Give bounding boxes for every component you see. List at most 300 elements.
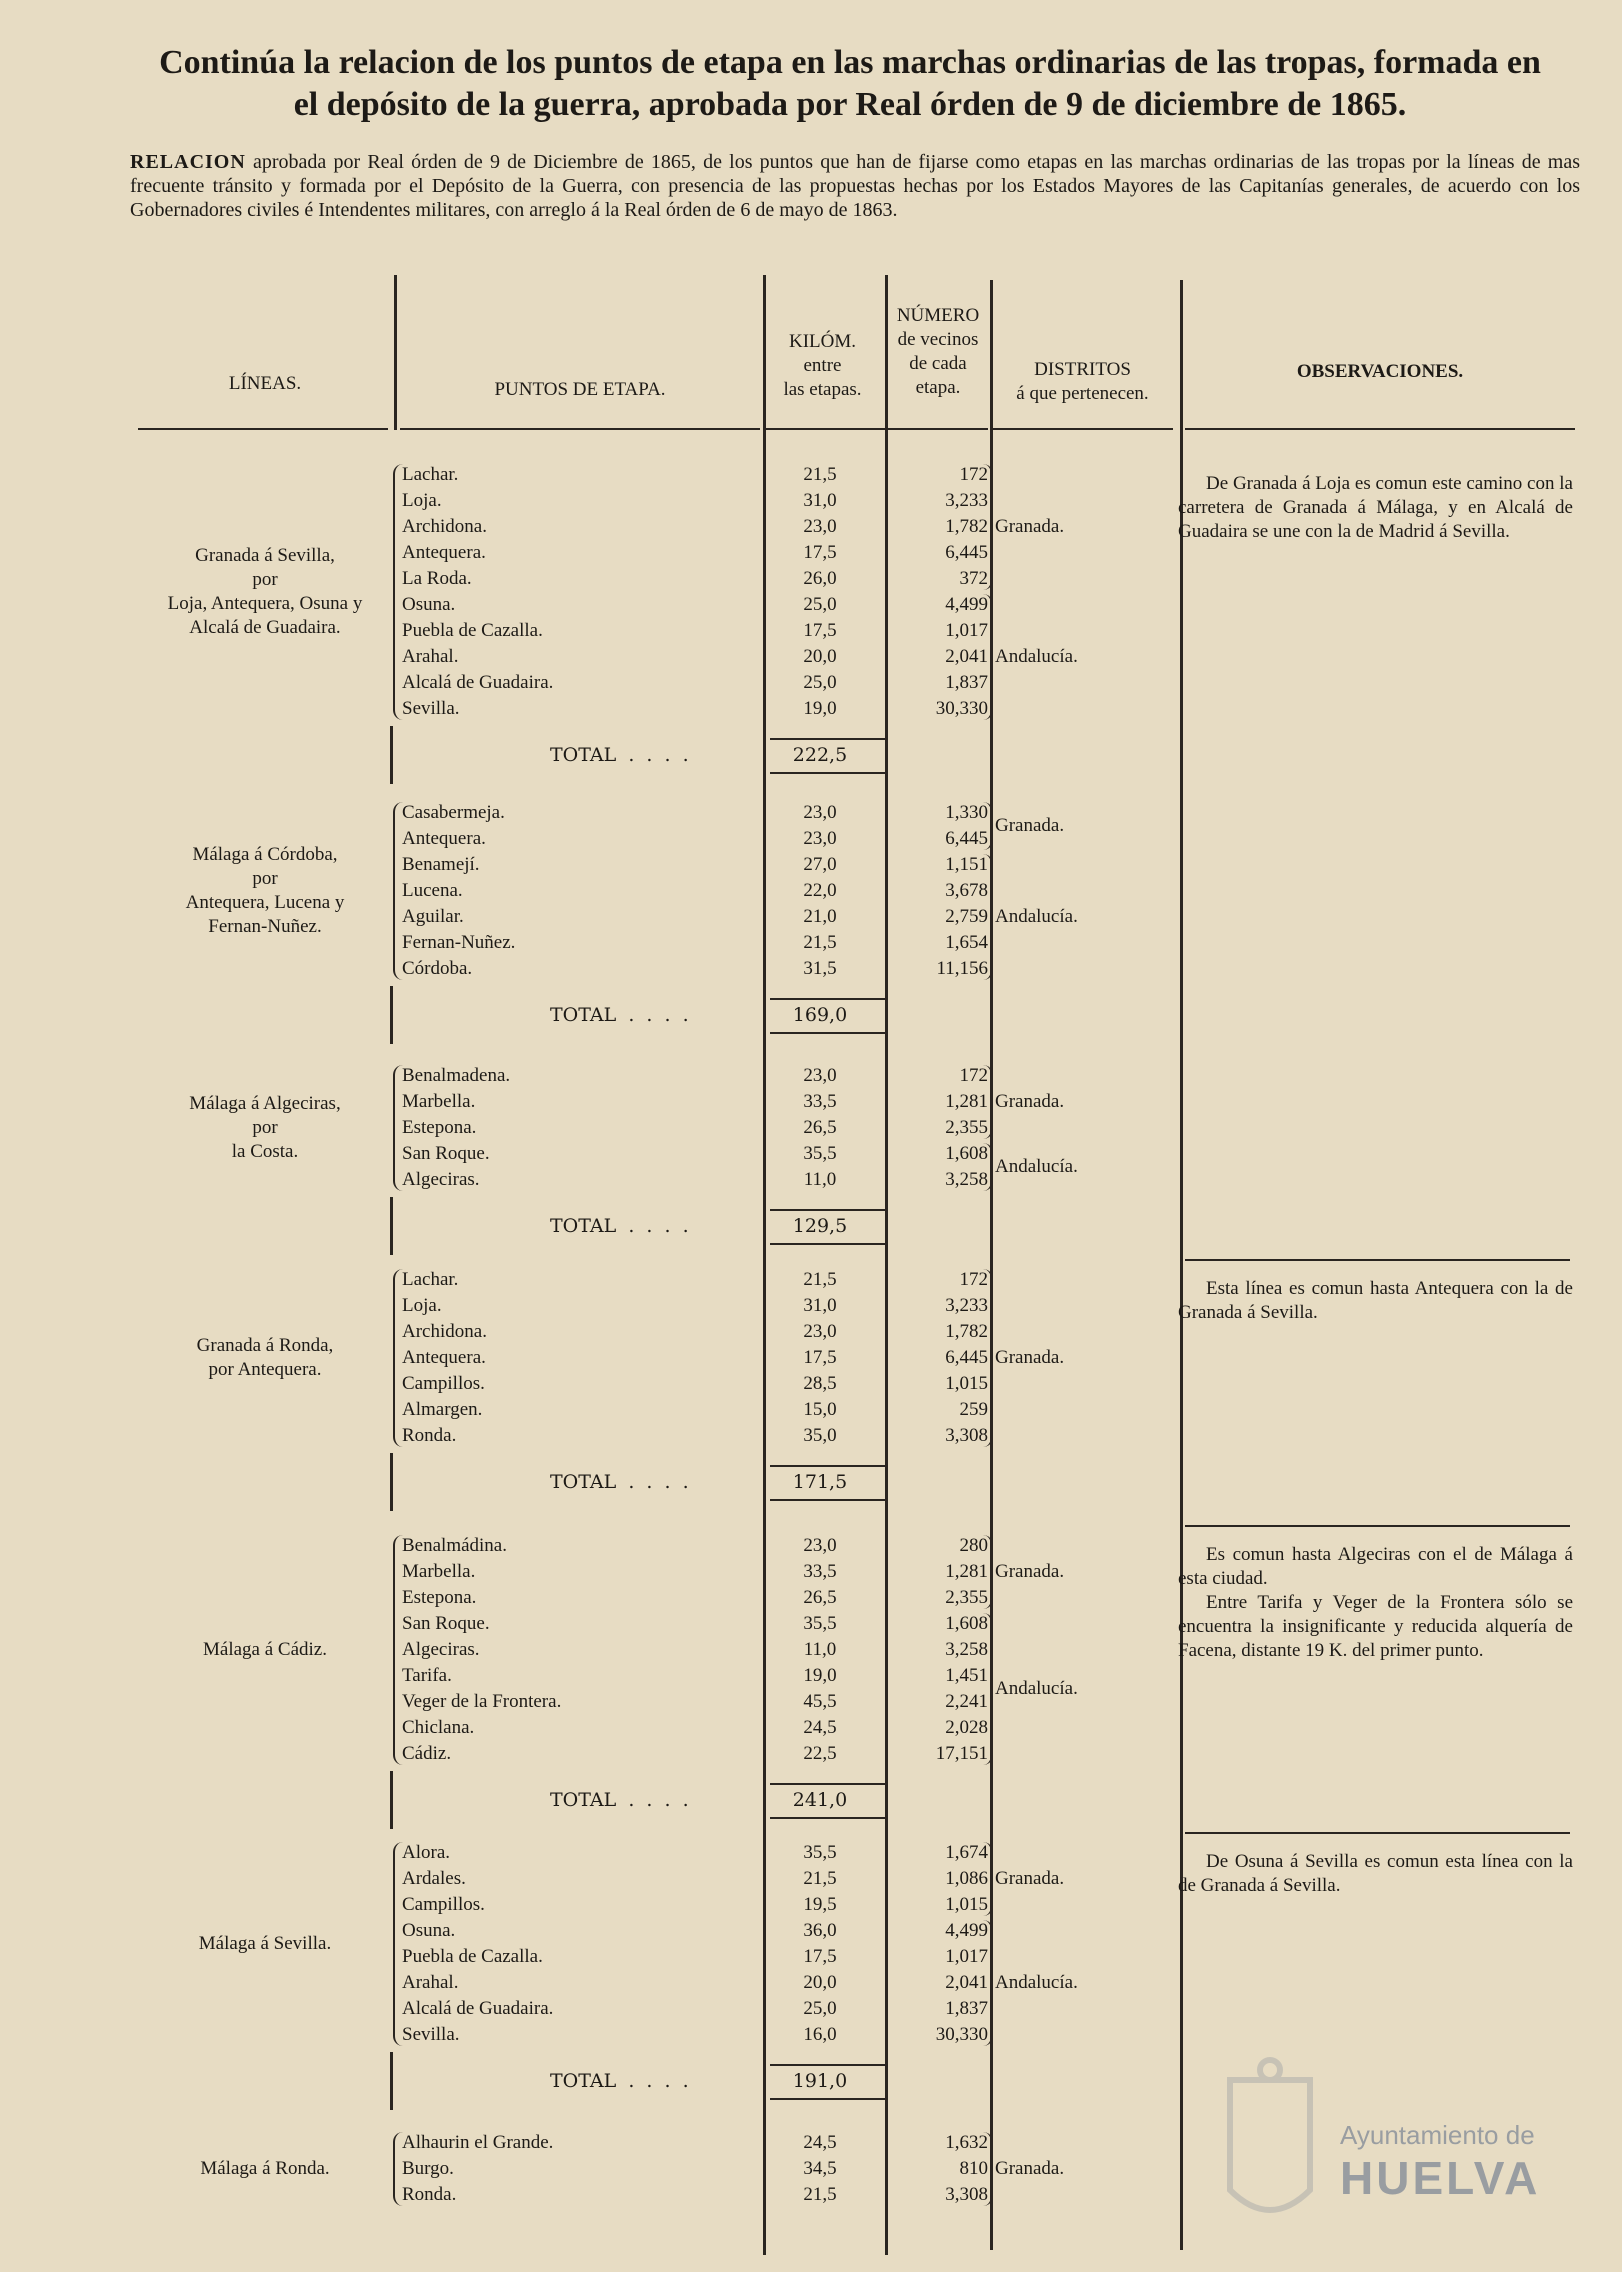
table-row xyxy=(0,1715,1000,1741)
leader-dots: . . . . xyxy=(616,744,689,766)
etapa-name: Antequera. xyxy=(402,828,486,849)
table-row xyxy=(0,1397,1000,1423)
district-label: Granada. xyxy=(995,1868,1065,1889)
linea-line: Antequera, Lucena y xyxy=(185,892,345,913)
etapa-km: 25,0 xyxy=(803,594,837,615)
district-brace xyxy=(983,1842,993,1916)
total-label xyxy=(550,1002,770,1028)
header-rule-3 xyxy=(765,428,885,430)
etapa-name: Aguilar. xyxy=(402,906,464,927)
etapa-name: Burgo. xyxy=(402,2158,454,2179)
total-value: 222,5 xyxy=(792,744,848,766)
header-km-3: las etapas. xyxy=(783,379,862,400)
table-row xyxy=(0,566,1000,592)
etapa-name: Ronda. xyxy=(402,2184,457,2205)
district-brace xyxy=(983,1920,993,2046)
etapa-km: 23,0 xyxy=(803,802,837,823)
etapa-name: Estepona. xyxy=(402,1587,477,1608)
table-row xyxy=(0,670,1000,696)
header-puntos: PUNTOS DE ETAPA. xyxy=(494,379,666,400)
header-distritos xyxy=(990,358,1175,406)
etapa-vecinos: 1,654 xyxy=(945,932,988,953)
table-row xyxy=(0,1840,1000,1866)
district-brace xyxy=(983,1143,993,1191)
etapa-km: 31,5 xyxy=(803,958,837,979)
total-value: 241,0 xyxy=(792,1789,848,1811)
etapa-km: 23,0 xyxy=(803,828,837,849)
title-line-1: Continúa la relacion de los puntos de etapa en las marchas ordinarias de las tropas, formada en xyxy=(159,44,1541,81)
etapa-name: Algeciras. xyxy=(402,1639,480,1660)
leader-dots: . . . . xyxy=(616,1004,689,1026)
etapa-vecinos: 2,759 xyxy=(945,906,988,927)
etapa-name: Marbella. xyxy=(402,1091,476,1112)
etapa-vecinos: 6,445 xyxy=(945,828,988,849)
etapa-km: 35,5 xyxy=(803,1842,837,1863)
intro-paragraph xyxy=(130,150,1580,222)
etapa-km: 28,5 xyxy=(803,1373,837,1394)
etapa-name: Tarifa. xyxy=(402,1665,452,1686)
total-word: TOTAL xyxy=(550,1215,617,1237)
etapa-vecinos: 2,028 xyxy=(945,1717,988,1738)
etapa-vecinos: 810 xyxy=(959,2158,988,2179)
etapa-name: Antequera. xyxy=(402,1347,486,1368)
stamp-line-1: Ayuntamiento de xyxy=(1340,2120,1535,2150)
header-num-4: etapa. xyxy=(915,377,961,398)
etapa-name: La Roda. xyxy=(402,568,472,589)
header-dist-2: á que pertenecen. xyxy=(1016,383,1149,404)
table-row xyxy=(0,592,1000,618)
table-row xyxy=(0,826,1000,852)
etapa-name: Chiclana. xyxy=(402,1717,475,1738)
observation-paragraph: Esta línea es comun hasta Antequera con la de Granada á Sevilla. xyxy=(1178,1278,1573,1323)
etapa-vecinos: 1,017 xyxy=(945,1946,988,1967)
total-side-rule xyxy=(390,1453,393,1511)
etapa-name: Benalmádina. xyxy=(402,1535,507,1556)
total-side-rule xyxy=(390,986,393,1044)
etapa-km: 20,0 xyxy=(803,1972,837,1993)
etapa-km: 34,5 xyxy=(803,2158,837,2179)
district-brace xyxy=(983,1535,993,1609)
header-num-1: NÚMERO xyxy=(896,305,980,326)
etapa-vecinos: 1,017 xyxy=(945,620,988,641)
table-row xyxy=(0,800,1000,826)
etapa-vecinos: 30,330 xyxy=(935,2024,988,2045)
table-row xyxy=(0,1918,1000,1944)
etapa-km: 16,0 xyxy=(803,2024,837,2045)
etapa-name: Sevilla. xyxy=(402,698,460,719)
table-row xyxy=(0,1423,1000,1449)
table-row xyxy=(0,644,1000,670)
table-row xyxy=(0,462,1000,488)
observation xyxy=(1178,1543,1573,1663)
etapa-km: 17,5 xyxy=(803,620,837,641)
stamp-text xyxy=(1340,2120,1540,2205)
observation-rule xyxy=(1185,1525,1570,1527)
district-label: Granada. xyxy=(995,1561,1065,1582)
etapa-name: Alcalá de Guadaira. xyxy=(402,1998,554,2019)
total-side-rule xyxy=(390,1197,393,1255)
etapa-vecinos: 1,608 xyxy=(945,1143,988,1164)
etapa-vecinos: 372 xyxy=(959,568,988,589)
table-row xyxy=(0,1892,1000,1918)
observation-rule xyxy=(1185,1832,1570,1834)
etapa-km: 26,5 xyxy=(803,1117,837,1138)
etapa-name: Ardales. xyxy=(402,1868,466,1889)
table-row xyxy=(0,1345,1000,1371)
etapa-km: 23,0 xyxy=(803,1065,837,1086)
etapa-vecinos: 6,445 xyxy=(945,542,988,563)
etapa-name: Arahal. xyxy=(402,1972,459,1993)
etapa-vecinos: 1,281 xyxy=(945,1561,988,1582)
etapa-vecinos: 4,499 xyxy=(945,594,988,615)
etapa-name: San Roque. xyxy=(402,1613,490,1634)
etapa-vecinos: 3,233 xyxy=(945,1295,988,1316)
district-label: Andalucía. xyxy=(995,906,1078,927)
table-row xyxy=(0,1559,1000,1585)
district-brace xyxy=(983,1269,993,1447)
district-label: Granada. xyxy=(995,516,1065,537)
total-side-rule xyxy=(390,726,393,784)
district-label: Andalucía. xyxy=(995,1678,1078,1699)
table-row xyxy=(0,1141,1000,1167)
etapa-km: 24,5 xyxy=(803,2132,837,2153)
etapa-vecinos: 3,258 xyxy=(945,1169,988,1190)
etapa-km: 21,0 xyxy=(803,906,837,927)
etapa-km: 21,5 xyxy=(803,932,837,953)
etapa-km: 22,5 xyxy=(803,1743,837,1764)
table-row xyxy=(0,1611,1000,1637)
table-row xyxy=(0,1689,1000,1715)
etapa-name: Almargen. xyxy=(402,1399,483,1420)
etapa-km: 35,5 xyxy=(803,1143,837,1164)
etapa-name: Alhaurin el Grande. xyxy=(402,2132,554,2153)
etapa-name: Fernan-Nuñez. xyxy=(402,932,516,953)
etapa-vecinos: 3,308 xyxy=(945,2184,988,2205)
etapa-name: Alcalá de Guadaira. xyxy=(402,672,554,693)
observation-rule xyxy=(1185,1259,1570,1261)
etapa-vecinos: 1,086 xyxy=(945,1868,988,1889)
table-row xyxy=(0,1371,1000,1397)
etapa-km: 17,5 xyxy=(803,1347,837,1368)
table-row xyxy=(0,1115,1000,1141)
etapa-name: San Roque. xyxy=(402,1143,490,1164)
etapa-name: Antequera. xyxy=(402,542,486,563)
observation-paragraph: Es comun hasta Algeciras con el de Málaga á esta ciudad. xyxy=(1178,1544,1573,1589)
total-word: TOTAL xyxy=(550,1789,617,1811)
etapa-vecinos: 280 xyxy=(959,1535,988,1556)
etapa-name: Lachar. xyxy=(402,464,459,485)
etapa-name: Loja. xyxy=(402,1295,442,1316)
header-rule-1 xyxy=(138,428,388,430)
etapa-km: 26,0 xyxy=(803,568,837,589)
header-km-1: KILÓM. xyxy=(788,331,857,352)
etapa-km: 21,5 xyxy=(803,1269,837,1290)
leader-dots: . . . . xyxy=(616,1789,689,1811)
etapa-name: Archidona. xyxy=(402,516,487,537)
etapa-name: Arahal. xyxy=(402,646,459,667)
table-row xyxy=(0,2182,1000,2208)
etapa-vecinos: 2,041 xyxy=(945,1972,988,1993)
etapa-name: Archidona. xyxy=(402,1321,487,1342)
total-side-rule xyxy=(390,1771,393,1829)
title-line-2: el depósito de la guerra, aprobada por Real órden de 9 de diciembre de 1865. xyxy=(293,86,1407,123)
table-row xyxy=(0,1637,1000,1663)
etapa-vecinos: 1,015 xyxy=(945,1894,988,1915)
etapa-km: 15,0 xyxy=(803,1399,837,1420)
table-row xyxy=(0,956,1000,982)
etapa-km: 25,0 xyxy=(803,672,837,693)
linea-line: Málaga á Cádiz. xyxy=(203,1639,327,1660)
etapa-name: Campillos. xyxy=(402,1894,485,1915)
etapa-name: Lucena. xyxy=(402,880,463,901)
header-rule-5 xyxy=(993,428,1173,430)
total-label xyxy=(550,742,770,768)
etapa-km: 33,5 xyxy=(803,1091,837,1112)
etapa-km: 19,5 xyxy=(803,1894,837,1915)
observation xyxy=(1178,1850,1573,1898)
table-row xyxy=(0,1585,1000,1611)
etapa-km: 20,0 xyxy=(803,646,837,667)
etapa-name: Córdoba. xyxy=(402,958,473,979)
header-rule-6 xyxy=(1185,428,1575,430)
observation xyxy=(1178,1277,1573,1325)
district-brace xyxy=(983,464,993,590)
table-row xyxy=(0,878,1000,904)
etapa-km: 23,0 xyxy=(803,1321,837,1342)
table-row xyxy=(0,514,1000,540)
linea-line: por xyxy=(252,569,278,590)
etapa-vecinos: 1,330 xyxy=(945,802,988,823)
header-dist-1: DISTRITOS xyxy=(1034,359,1131,380)
intro-lead: RELACION xyxy=(130,151,246,173)
etapa-vecinos: 172 xyxy=(959,1065,988,1086)
etapa-vecinos: 259 xyxy=(959,1399,988,1420)
total-word: TOTAL xyxy=(550,1004,617,1026)
etapa-vecinos: 4,499 xyxy=(945,1920,988,1941)
table-row xyxy=(0,1089,1000,1115)
etapa-vecinos: 1,151 xyxy=(945,854,988,875)
linea-line: Granada á Ronda, xyxy=(196,1335,334,1356)
etapa-vecinos: 17,151 xyxy=(935,1743,988,1764)
etapa-vecinos: 3,258 xyxy=(945,1639,988,1660)
district-label: Granada. xyxy=(995,1347,1065,1368)
etapa-name: Puebla de Cazalla. xyxy=(402,1946,543,1967)
header-lineas: LÍNEAS. xyxy=(228,373,302,394)
district-label: Granada. xyxy=(995,1091,1065,1112)
table-row xyxy=(0,1293,1000,1319)
etapa-vecinos: 2,355 xyxy=(945,1587,988,1608)
etapa-vecinos: 2,355 xyxy=(945,1117,988,1138)
total-label xyxy=(550,1787,770,1813)
table-row xyxy=(0,904,1000,930)
etapa-vecinos: 172 xyxy=(959,464,988,485)
etapa-km: 31,0 xyxy=(803,1295,837,1316)
etapa-name: Veger de la Frontera. xyxy=(402,1691,562,1712)
etapa-km: 35,0 xyxy=(803,1425,837,1446)
table-row xyxy=(0,1167,1000,1193)
table-row xyxy=(0,540,1000,566)
leader-dots: . . . . xyxy=(616,1215,689,1237)
header-observaciones: OBSERVACIONES. xyxy=(1296,361,1464,382)
district-label: Andalucía. xyxy=(995,1156,1078,1177)
table-row xyxy=(0,1533,1000,1559)
etapa-km: 21,5 xyxy=(803,1868,837,1889)
etapa-vecinos: 1,632 xyxy=(945,2132,988,2153)
etapa-vecinos: 1,782 xyxy=(945,1321,988,1342)
etapa-km: 33,5 xyxy=(803,1561,837,1582)
total-word: TOTAL xyxy=(550,2070,617,2092)
column-rule-e xyxy=(1180,280,1183,2250)
etapa-km: 45,5 xyxy=(803,1691,837,1712)
table-row xyxy=(0,488,1000,514)
linea-line: Loja, Antequera, Osuna y xyxy=(167,593,363,614)
total-value: 129,5 xyxy=(792,1215,848,1237)
header-num-3: de cada xyxy=(909,353,967,374)
total-value: 171,5 xyxy=(792,1471,848,1493)
etapa-vecinos: 30,330 xyxy=(935,698,988,719)
total-value: 169,0 xyxy=(792,1004,848,1026)
table-row xyxy=(0,1970,1000,1996)
etapa-km: 19,0 xyxy=(803,1665,837,1686)
etapa-km: 22,0 xyxy=(803,880,837,901)
observation-paragraph: De Osuna á Sevilla es comun esta línea con la de Granada á Sevilla. xyxy=(1178,1851,1573,1896)
table-row xyxy=(0,1319,1000,1345)
leader-dots: . . . . xyxy=(616,1471,689,1493)
linea-line: Málaga á Ronda. xyxy=(200,2158,330,2179)
linea-line: Málaga á Sevilla. xyxy=(198,1933,332,1954)
table-row xyxy=(0,1866,1000,1892)
linea-line: por Antequera. xyxy=(208,1359,322,1380)
etapa-name: Loja. xyxy=(402,490,442,511)
etapa-km: 31,0 xyxy=(803,490,837,511)
table-row xyxy=(0,618,1000,644)
district-brace xyxy=(983,1065,993,1139)
table-row xyxy=(0,1996,1000,2022)
etapa-vecinos: 6,445 xyxy=(945,1347,988,1368)
etapa-km: 35,5 xyxy=(803,1613,837,1634)
total-label xyxy=(550,1469,770,1495)
etapa-km: 17,5 xyxy=(803,1946,837,1967)
observation-paragraph: Entre Tarifa y Veger de la Frontera sólo se encuentra la insignificante y reducida alquería de Facena, distante 19 K. del primer punto. xyxy=(1178,1592,1573,1661)
etapa-km: 36,0 xyxy=(803,1920,837,1941)
etapa-km: 23,0 xyxy=(803,1535,837,1556)
etapa-km: 26,5 xyxy=(803,1587,837,1608)
total-label xyxy=(550,1213,770,1239)
table-row xyxy=(0,1663,1000,1689)
etapa-km: 21,5 xyxy=(803,464,837,485)
etapa-vecinos: 1,674 xyxy=(945,1842,988,1863)
district-label: Andalucía. xyxy=(995,1972,1078,1993)
etapa-name: Alora. xyxy=(402,1842,451,1863)
table-row xyxy=(0,852,1000,878)
etapa-name: Osuna. xyxy=(402,594,456,615)
etapa-km: 24,5 xyxy=(803,1717,837,1738)
table-row xyxy=(0,1741,1000,1767)
etapa-vecinos: 172 xyxy=(959,1269,988,1290)
table-row xyxy=(0,930,1000,956)
etapa-km: 17,5 xyxy=(803,542,837,563)
etapa-vecinos: 1,281 xyxy=(945,1091,988,1112)
etapa-name: Campillos. xyxy=(402,1373,485,1394)
header-num-2: de vecinos xyxy=(897,329,979,350)
table-row xyxy=(0,1944,1000,1970)
district-brace xyxy=(983,802,993,850)
header-kilometros xyxy=(760,330,885,402)
header-rule-4 xyxy=(888,428,988,430)
observation-paragraph: De Granada á Loja es comun este camino con la carretera de Granada á Málaga, y en Alcalá de Guadaira se une con la de Madrid á Sevilla. xyxy=(1178,473,1573,542)
total-word: TOTAL xyxy=(550,1471,617,1493)
etapa-name: Estepona. xyxy=(402,1117,477,1138)
etapa-vecinos: 1,015 xyxy=(945,1373,988,1394)
etapa-vecinos: 1,837 xyxy=(945,1998,988,2019)
total-label xyxy=(550,2068,770,2094)
table-row xyxy=(0,1063,1000,1089)
etapa-name: Puebla de Cazalla. xyxy=(402,620,543,641)
total-word: TOTAL xyxy=(550,744,617,766)
intro-text: aprobada por Real órden de 9 de Diciembre de 1865, de los puntos que han de fijarse como etapas en las marchas ordinarias de las tropas por la líneas de mas frecuente tránsito y formada por el Depósito de la Guerra, con presencia de las propuestas hechas por los Estados Mayores de las Capitanías generales, de acuerdo con los Gobernadores civiles é Intendentes militares, con arreglo á la Real órden de 6 de mayo de 1863. xyxy=(130,151,1580,221)
linea-line: la Costa. xyxy=(231,1141,299,1162)
district-label: Granada. xyxy=(995,2158,1065,2179)
etapa-name: Benalmadena. xyxy=(402,1065,511,1086)
header-numero xyxy=(883,304,993,400)
district-label: Granada. xyxy=(995,815,1065,836)
page-title xyxy=(110,42,1590,126)
etapa-vecinos: 3,233 xyxy=(945,490,988,511)
etapa-name: Sevilla. xyxy=(402,2024,460,2045)
etapa-km: 23,0 xyxy=(803,516,837,537)
district-label: Andalucía. xyxy=(995,646,1078,667)
etapa-vecinos: 2,041 xyxy=(945,646,988,667)
linea-line: Granada á Sevilla, xyxy=(195,545,335,566)
etapa-name: Cádiz. xyxy=(402,1743,452,1764)
district-brace xyxy=(983,594,993,720)
linea-line: por xyxy=(252,1117,278,1138)
etapa-vecinos: 1,837 xyxy=(945,672,988,693)
etapa-name: Osuna. xyxy=(402,1920,456,1941)
etapa-name: Casabermeja. xyxy=(402,802,505,823)
observation xyxy=(1178,472,1573,544)
district-brace xyxy=(983,2132,993,2206)
etapa-name: Marbella. xyxy=(402,1561,476,1582)
etapa-vecinos: 1,451 xyxy=(945,1665,988,1686)
etapa-km: 21,5 xyxy=(803,2184,837,2205)
linea-line: por xyxy=(252,868,278,889)
etapa-vecinos: 3,308 xyxy=(945,1425,988,1446)
etapa-vecinos: 3,678 xyxy=(945,880,988,901)
linea-line: Alcalá de Guadaira. xyxy=(189,617,341,638)
etapa-vecinos: 2,241 xyxy=(945,1691,988,1712)
etapa-vecinos: 11,156 xyxy=(936,958,988,979)
linea-line: Málaga á Algeciras, xyxy=(189,1093,341,1114)
table-row xyxy=(0,2130,1000,2156)
etapa-vecinos: 1,608 xyxy=(945,1613,988,1634)
leader-dots: . . . . xyxy=(616,2070,689,2092)
linea-line: Fernan-Nuñez. xyxy=(208,916,322,937)
etapa-km: 25,0 xyxy=(803,1998,837,2019)
etapa-km: 27,0 xyxy=(803,854,837,875)
etapa-km: 11,0 xyxy=(803,1639,837,1660)
column-rule-a xyxy=(394,275,397,430)
table-row xyxy=(0,696,1000,722)
header-km-2: entre xyxy=(803,355,842,376)
table-row xyxy=(0,2156,1000,2182)
etapa-km: 19,0 xyxy=(803,698,837,719)
etapa-name: Algeciras. xyxy=(402,1169,480,1190)
table-row xyxy=(0,2022,1000,2048)
total-side-rule xyxy=(390,2052,393,2110)
linea-line: Málaga á Córdoba, xyxy=(192,844,338,865)
etapa-name: Benamejí. xyxy=(402,854,480,875)
